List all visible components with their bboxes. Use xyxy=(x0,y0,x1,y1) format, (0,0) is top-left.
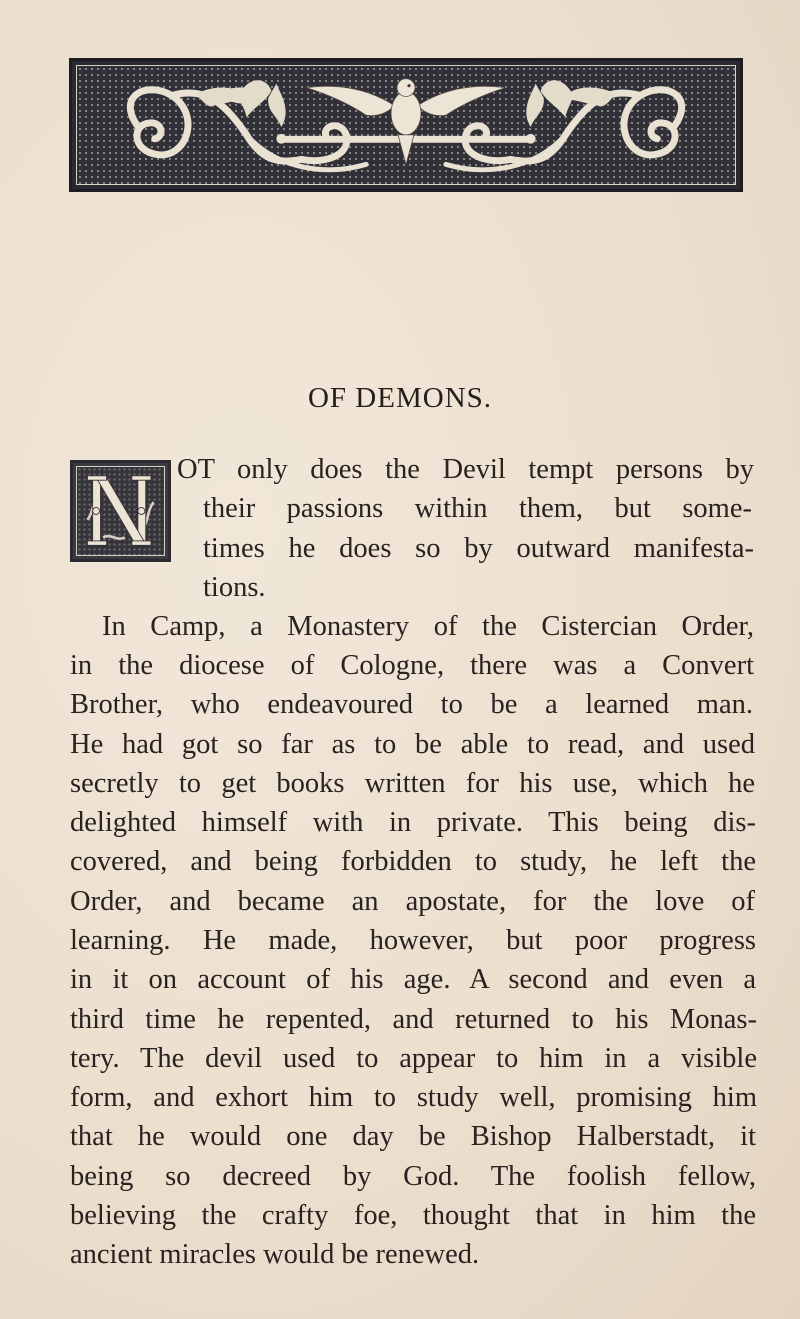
text-line: times he does so by outward manifesta- xyxy=(203,533,754,564)
text-line: Order, and became an apostate, for the love of xyxy=(70,886,755,917)
drop-cap xyxy=(70,460,171,562)
text-line: delighted himself with in private. This being dis- xyxy=(70,807,756,838)
text-line: covered, and being forbidden to study, he left the xyxy=(70,846,756,877)
text-line: form, and exhort him to study well, promising him xyxy=(70,1082,757,1113)
ornamental-initial-n-icon xyxy=(77,467,164,555)
text-line: tions. xyxy=(203,572,266,603)
text-line: in the diocese of Cologne, there was a Convert xyxy=(70,650,754,681)
text-line: believing the crafty foe, thought that in him the xyxy=(70,1200,756,1231)
text-line: that he would one day be Bishop Halberstadt, it xyxy=(70,1121,756,1152)
text-line: third time he repented, and returned to his Monas- xyxy=(70,1004,757,1035)
text-line: OT only does the Devil tempt persons by xyxy=(177,454,754,485)
text-line: tery. The devil used to appear to him in a visible xyxy=(70,1043,757,1074)
drop-cap-inner xyxy=(76,466,165,556)
text-line: Brother, who endeavoured to be a learned man. xyxy=(70,689,753,720)
text-line: learning. He made, however, but poor progress xyxy=(70,925,756,956)
text-line: being so decreed by God. The foolish fellow, xyxy=(70,1161,756,1192)
text-line: their passions within them, but some- xyxy=(203,493,752,524)
headpiece-inner xyxy=(76,65,736,185)
chapter-title: OF DEMONS. xyxy=(307,382,493,414)
text-line: He had got so far as to be able to read, and used xyxy=(70,729,755,760)
dove-ornament-icon xyxy=(77,66,735,184)
text-line: In Camp, a Monastery of the Cistercian Order, xyxy=(102,611,754,642)
text-line: ancient miracles would be renewed. xyxy=(70,1239,480,1270)
text-line: secretly to get books written for his use, which he xyxy=(70,768,755,799)
text-line: in it on account of his age. A second and even a xyxy=(70,964,756,995)
ornamental-headpiece xyxy=(69,58,743,192)
